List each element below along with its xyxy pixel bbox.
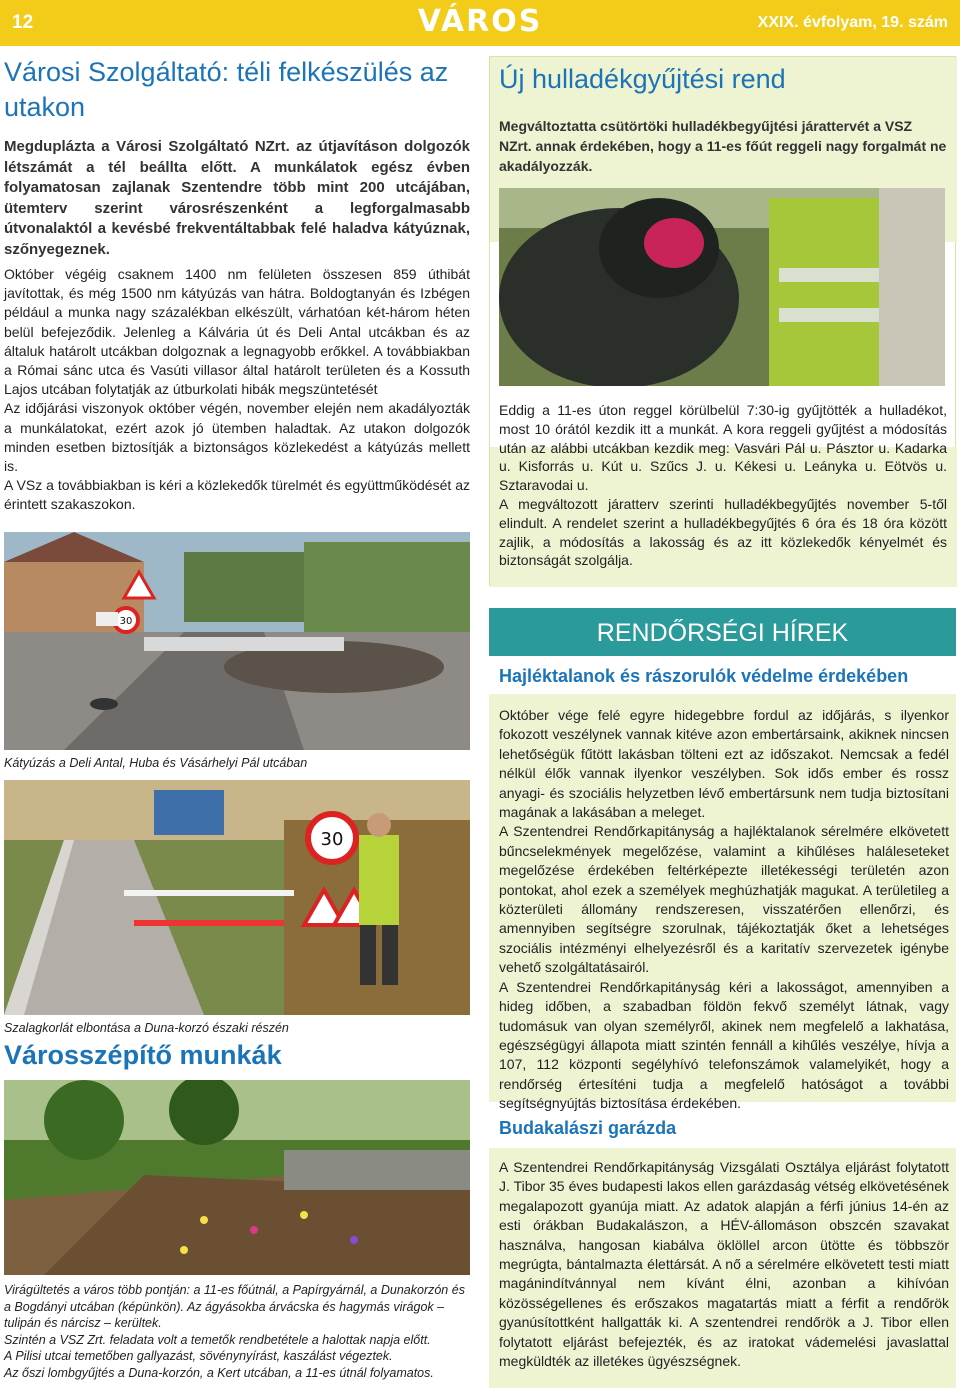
police-body	[499, 706, 949, 1114]
section-captions	[4, 1282, 470, 1381]
page-number: 12	[12, 12, 34, 33]
police-paragraph: Október vége felé egyre hidegebbre fordul az időjárás, s ilyenkor fokozott veszélynek vannak kitéve azon embertársaink, akiknek nincsen lehetőségük fűtött lakásban tölteni ezt az időszakot. Nemcsak a fedél nélkül élők vannak ilyenkor veszélyben. Sok idős ember és rossz anyagi- és szociális helyzetben lévő embertársunk nem tudja biztosítani magának a lakásában a meleget.	[499, 707, 949, 821]
waste-lead: Megváltoztatta csütörtöki hulladékbegyűjtési járattervét a VSZ NZrt. annak érdekében, hogy a 11-es főút reggeli nagy forgalmát ne akadályozzák.	[499, 118, 947, 174]
section-title: Városszépítő munkák	[4, 1040, 282, 1070]
police-paragraph: A Szentendrei Rendőrkapitányság kéri a lakosságot, amennyiben a hideg időben, a szabadban földön fekvő személyt látnak, vagy tudomásuk van olyan személyről, akinek nem megfelelő a lakhatása, egészségügyi állapota miatt szintén fennáll a kihűlés veszélye, hívja a 107, 112 központi segélyhívó telefonszámok valamelyikét, hogy a rendőrség értesíténi tudja a megfelelő hatóságot a további segítségnyújtás biztosítása érdekében.	[499, 978, 949, 1112]
police-paragraph: A Szentendrei Rendőrkapitányság a hajléktalanok sérelmére elkövetett bűncselekmények megelőzése, valamint a kihűléses haláleseteket megelőzése érdekében feltérképezte illetékességi területén azon pontokat, ahol ezek a személyek meghúzhatják magukat. A területileg a közterületi állomány rendszeresen, visszatérően ellenőrzi, és amennyiben segítségre szorulnak, tájékoztatják őket a lehetséges szociális intézményi elhelyezésről és a karitatív szervezetek igénybe vehető szolgáltatásairól.	[499, 823, 949, 976]
police-subheading: Hajléktalanok és rászorulók védelme érdekében	[499, 666, 909, 686]
waste-body	[499, 401, 947, 570]
issue-label: XXIX. évfolyam, 19. szám	[757, 14, 948, 31]
photo-caption: Szalagkorlát elbontása a Duna-korzó északi részén	[4, 1021, 289, 1035]
article-body	[4, 265, 470, 515]
police-body: A Szentendrei Rendőrkapitányság Vizsgálati Osztálya eljárást folytatott J. Tibor 35 éves budapesti lakos ellen garázdaság vétség elkövetésének megalapozott gyanúja miatt. Az adatok alapján a férfi június 14-én az esti órákban Budakalászon, a HÉV-állomáson obszcén szavakat használva, hangosan kiabálva öklöllel arcon ütötte és többször megrúgta, bántalmazta élettársát. A nő a sérelmére elkövetett testi miatt magánindítvánnyal nem kívánt élni, azonban a kihívóan közösségellenes és erőszakos magatartás miatt a férfit a rendőrök gyanúsítottként hallgatták ki. A szentendrei rendőrök a J. Tibor ellen folytatott eljárást befejezték, és az iratokat vádemelési javaslattal megküldték az illetékes ügyészségnek.	[499, 1159, 949, 1370]
article-paragraph: Október végéig csaknem 1400 nm felületen összesen 859 úthibát javítottak, és még 1500 nm kátyúzás van hátra. Boldogtanyán és Izbégen például a munka nagy százalékban elkészült, várhatóan két-három héten belül befejeződik. Jelenleg a Kálvária út és Deli Antal utcákban és az általuk határolt utcákban dolgoznak a legnagyobb erőkkel. A továbbiakban a Római sánc utca és Vasúti villasor által határolt területen és a Kossuth Lajos utcában folytatják az útburkolati hibák megszüntetését	[4, 266, 470, 398]
svg-text:30: 30	[320, 829, 344, 850]
masthead-logo: VÁROS	[417, 4, 543, 39]
article-lead: Megduplázta a Városi Szolgáltató NZrt. az útjavításon dolgozók létszámát a tél beállta előtt. A munkálatok egész évben folyamatosan zajlanak Szentendre több mint 200 utcájában, ütemterv szerint városrészenként a legforgalmasabb útvonalaktól a kevésbé frekventáltabbak felé haladva kátyúznak, szőnyegeznek.	[4, 138, 470, 258]
article-title: Városi Szolgáltató: téli felkészülés az utakon	[4, 57, 449, 122]
caption-line: Az őszi lombgyűjtés a Duna-korzón, a Kert utcában, a 11-es útnál folyamatos.	[4, 1365, 434, 1380]
caption-line: Szintén a VSZ Zrt. feladata volt a temetők rendbetétele a halottak napja előtt.	[4, 1332, 431, 1347]
svg-text:30: 30	[119, 616, 133, 627]
caption-line: A Pilisi utcai temetőben gallyazást, sövénynyírást, kaszálást végeztek.	[4, 1349, 393, 1363]
photo-waste-worker	[499, 188, 945, 386]
police-subheading: Budakalászi garázda	[499, 1118, 677, 1138]
article-paragraph: Az időjárási viszonyok október végén, november elején nem akadályozták a munkálatokat, ezért azok jó ütemben haladtak. Az utakon dolgozók minden esetben biztosítják a biztonságos közlekedést a kátyúzás mellett is.	[4, 400, 470, 475]
article-paragraph: A VSz a továbbiakban is kéri a közlekedők türelmét és együttműködését az érintett szakaszokon.	[4, 477, 470, 513]
photo-caption: Kátyúzás a Deli Antal, Huba és Vásárhelyi Pál utcában	[4, 756, 308, 770]
photo-flower-bed	[4, 1080, 470, 1275]
waste-paragraph: Eddig a 11-es úton reggel körülbelül 7:30-ig gyűjtötték a hulladékot, most 10 órától kezdik itt a munkát. A kora reggeli gyűjtést a módosítás után az alábbi utcákban kezdik meg: Vasvári Pál u. Pásztor u. Kadarka u. Kisforrás u. Kút u. Szűcs J. u. Kékesi u. Leányka u. Eötvös u. Sztaravodai u.	[499, 402, 947, 494]
photo-barrier-removal	[4, 780, 470, 1015]
caption-line: Virágültetés a város több pontján: a 11-es főútnál, a Papírgyárnál, a Dunakorzón és a Bogdányi utcában (képünkön). Az ágyásokba árvácska és hagymás virágok – tulipán és nárcisz – kerültek.	[4, 1283, 465, 1330]
police-news-banner: RENDŐRSÉGI HÍREK	[489, 608, 956, 656]
waste-paragraph: A megváltozott járatterv szerinti hulladékbegyűjtés november 5-től elindult. A rendelet szerint a hulladékbegyűjtés 6 óra és 18 óra között zajlik, a módosítás a lakosság és az itt közlekedők kényelmét és biztonságát szolgálja.	[499, 495, 947, 569]
waste-title: Új hulladékgyűjtési rend	[499, 64, 786, 94]
photo-road-patching	[4, 532, 470, 750]
